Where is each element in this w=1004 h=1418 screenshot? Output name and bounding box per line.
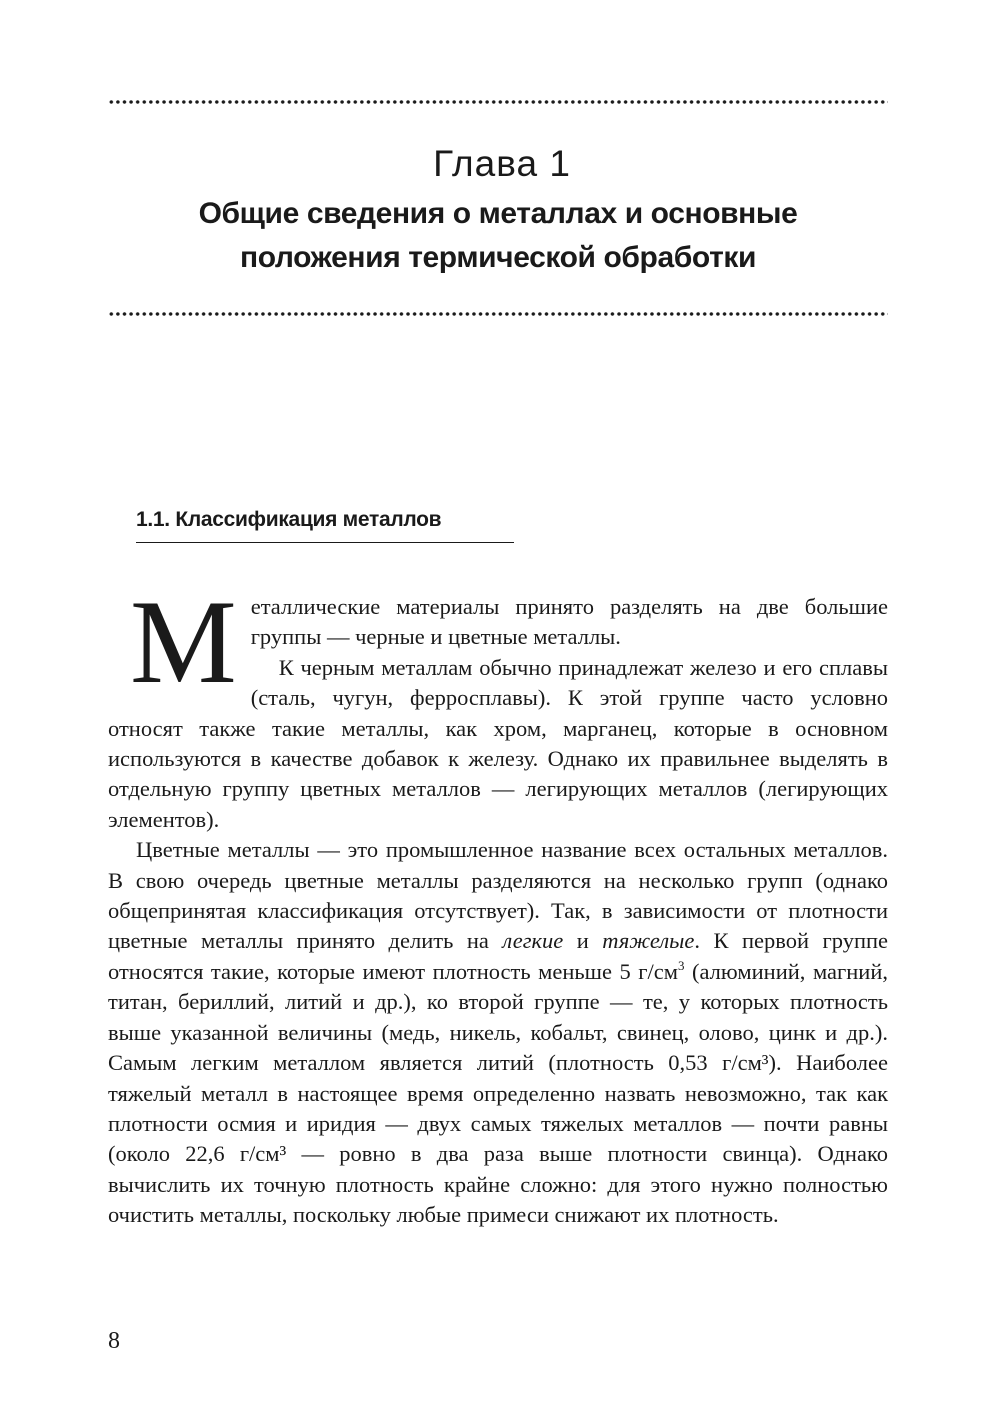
paragraph-1 — [108, 575, 888, 835]
paragraph-3-part-4: (алюминий, магний, титан, бериллий, литий и др.), ко второй группе — те, у которых плотность выше указанной величины (медь, никель, кобальт, свинец, олово, цинк и др.). Самым легким металлом является литий (плотность 0,53 г/см³). Наиболее тяжелый металл в настоящее время определенно назвать невозможно, так как плотности осмия и иридия — двух самых тяжелых металлов — почти равны (около 22,6 г/см³ — ровно в два раза выше плотности свинца). Однако вычислить их точную плотность крайне сложно: для этого нужно полностью очистить металлы, поскольку любые примеси снижают их плотность. — [108, 958, 888, 1228]
top-dotted-rule — [108, 99, 888, 105]
chapter-title — [108, 192, 888, 280]
chapter-title-line-1: Общие сведения о металлах и основные — [198, 197, 798, 230]
chapter-label: Глава 1 — [433, 143, 571, 184]
italic-term-heavy: тяжелые — [602, 928, 695, 954]
superscript-3: 3 — [677, 957, 685, 973]
chapter-title-line-2: положения термической обработки — [239, 241, 757, 274]
paragraph-3-part-2: и — [563, 928, 603, 954]
bottom-dotted-rule — [108, 311, 888, 317]
italic-term-light: легкие — [502, 928, 564, 954]
paragraph-3-part-3: . К первой группе относятся такие, которые имеют плотность меньше 5 г/см — [108, 928, 889, 984]
page-number: 8 — [108, 1328, 120, 1354]
paragraph-2-text: К черным металлам обычно принадлежат железо и его сплавы (сталь, чугун, ферросплавы). К этой группе часто условно относят также такие металлы, как хром, марганец, которые в основном используются в качестве добавок к железу. Однако их правильнее выделять в отдельную группу цветных металлов — легирующих металлов (легирующих элементов). — [108, 654, 888, 832]
paragraph-3 — [108, 835, 888, 1230]
body-text — [108, 575, 889, 1231]
section-title: 1.1. Классификация металлов — [136, 506, 514, 543]
paragraph-1-text: еталлические материалы принято разделять на две большие группы — черные и цветные металлы. — [250, 594, 888, 650]
drop-cap: М — [130, 575, 237, 708]
paragraph-3-part-1: Цветные металлы — это промышленное название всех остальных металлов. В свою очередь цветные металлы разделяются на несколько групп (однако общепринятая классификация отсутствует). Так, в зависимости от плотности цветные металлы принято делить на — [108, 837, 888, 954]
